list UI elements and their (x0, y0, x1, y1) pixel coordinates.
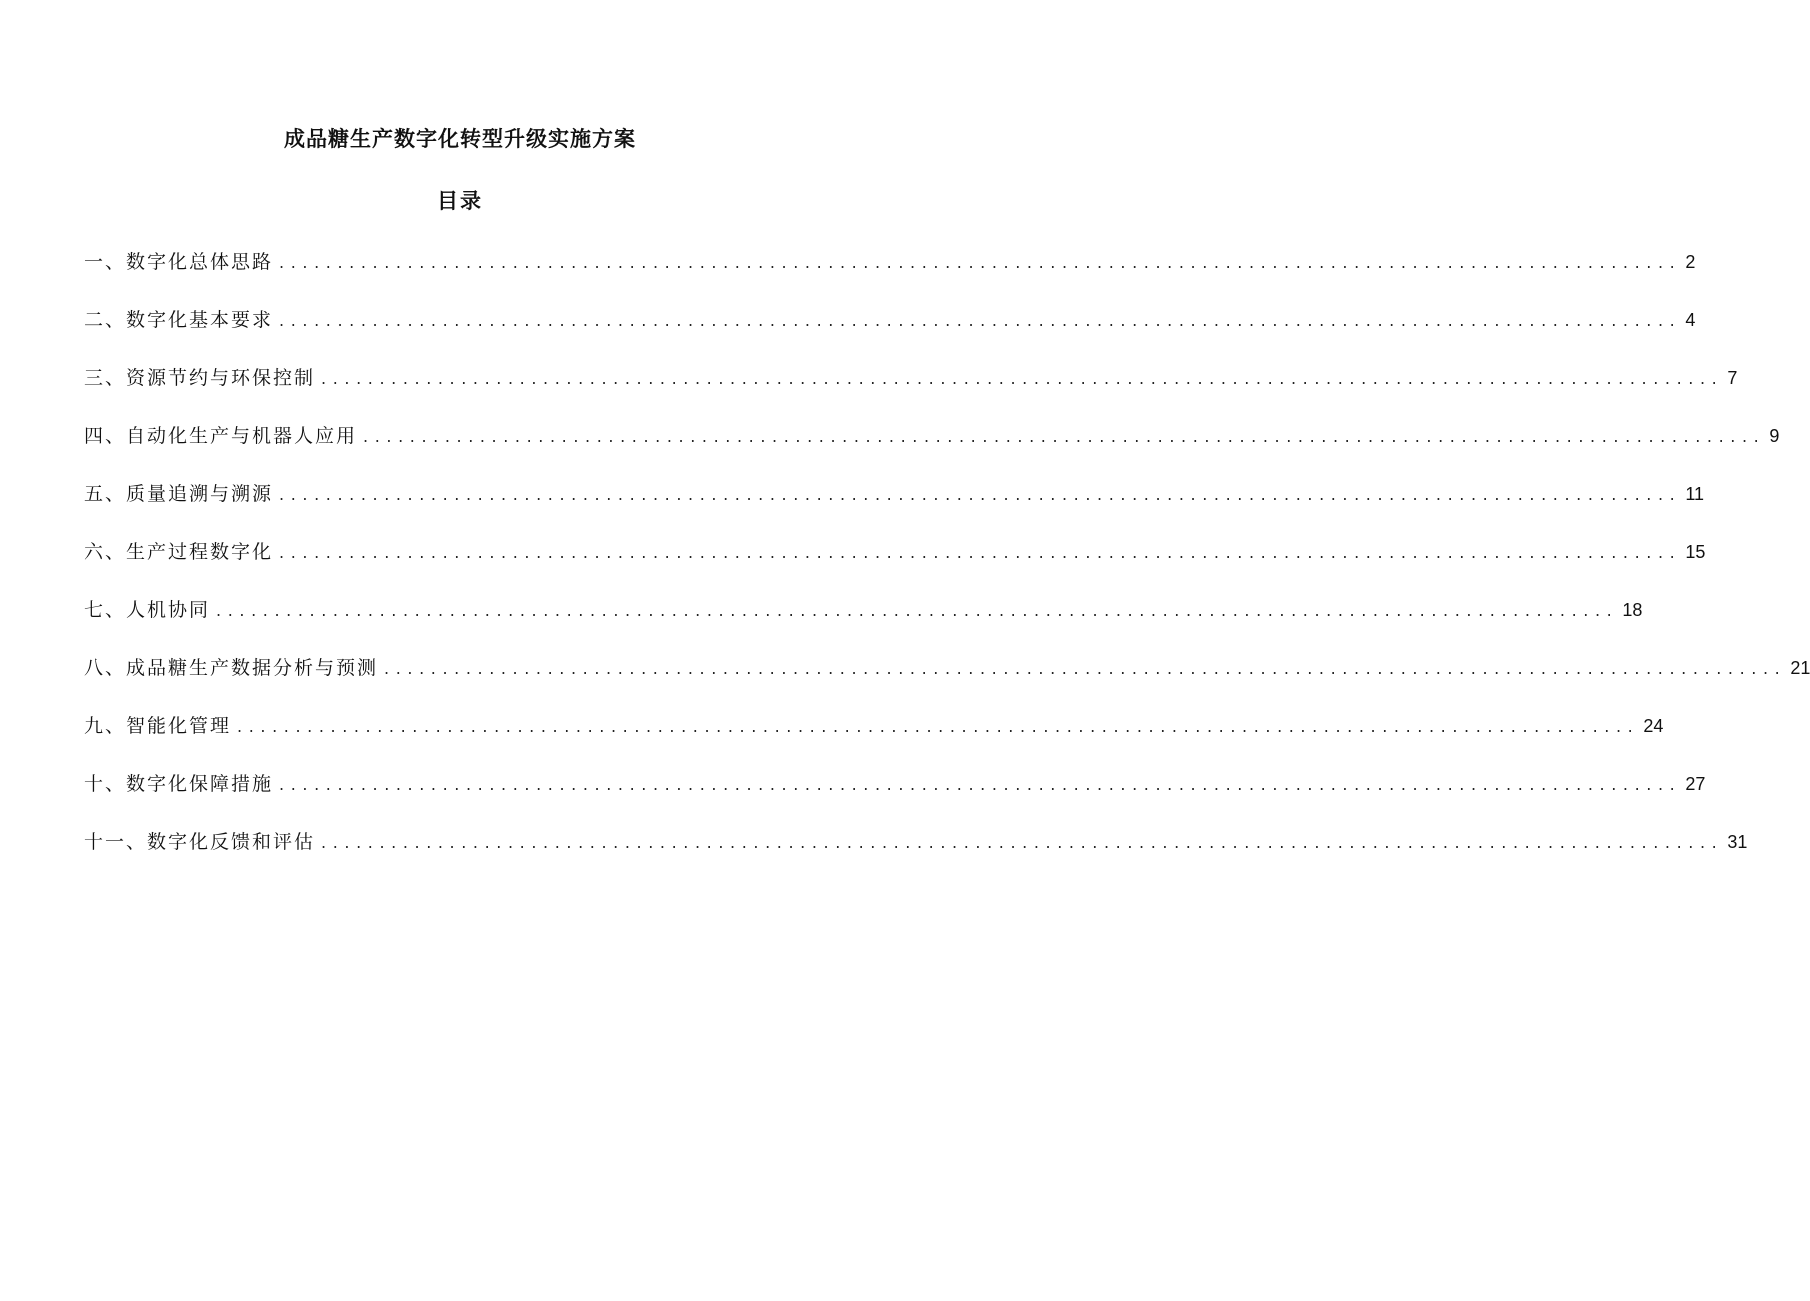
toc-entry-text: 十一、数字化反馈和评估 (84, 831, 316, 853)
toc-entry-text: 五、质量追溯与溯源 (84, 483, 274, 505)
toc-entry-text: 三、资源节约与环保控制 (84, 367, 316, 389)
toc-entry-page: 11 (1685, 484, 1705, 504)
toc-entry-page: 31 (1727, 832, 1748, 852)
toc-leader-dots: ........................................................................................................................ (279, 775, 1682, 794)
toc-entry-text: 九、智能化管理 (84, 715, 232, 737)
toc-entry-page: 2 (1685, 252, 1696, 272)
toc-leader-dots: ........................................................................................................................ (321, 833, 1724, 852)
toc-entry-page: 18 (1622, 600, 1643, 620)
toc-entry[interactable] (84, 419, 1780, 477)
toc-entry-text: 七、人机协同 (84, 599, 211, 621)
toc-entry-page: 4 (1685, 310, 1696, 330)
toc-entry-text: 四、自动化生产与机器人应用 (84, 425, 358, 447)
toc-leader-dots: ........................................................................................................................ (384, 659, 1787, 678)
toc-entry[interactable] (84, 593, 1643, 651)
toc-entry[interactable] (84, 709, 1664, 767)
toc-leader-dots: ........................................................................................................................ (363, 427, 1766, 446)
toc-entry-page: 24 (1643, 716, 1664, 736)
toc-leader-dots: ........................................................................................................................ (216, 601, 1619, 620)
toc-leader-dots: ........................................................................................................................ (279, 311, 1682, 330)
toc-entry-page: 15 (1685, 542, 1706, 562)
toc-heading: 目录 (437, 189, 483, 213)
toc-entry[interactable] (84, 535, 1706, 593)
toc-entry[interactable] (84, 245, 1696, 303)
toc-leader-dots: ........................................................................................................................ (279, 543, 1682, 562)
toc-leader-dots: ........................................................................................................................ (321, 369, 1724, 388)
toc-entry[interactable] (84, 303, 1696, 361)
toc-entry-text: 一、数字化总体思路 (84, 251, 274, 273)
toc-entry[interactable] (84, 477, 1705, 535)
toc-entry[interactable] (84, 361, 1738, 419)
toc-entry[interactable] (84, 767, 1706, 825)
toc-entry[interactable] (84, 651, 1810, 709)
toc-entry-text: 六、生产过程数字化 (84, 541, 274, 563)
table-of-contents (84, 245, 1810, 883)
toc-entry-text: 二、数字化基本要求 (84, 309, 274, 331)
toc-entry[interactable] (84, 825, 1748, 883)
toc-entry-text: 十、数字化保障措施 (84, 773, 274, 795)
toc-leader-dots: ........................................................................................................................ (279, 485, 1682, 504)
toc-entry-page: 9 (1769, 426, 1780, 446)
toc-entry-page: 27 (1685, 774, 1706, 794)
document-title: 成品糖生产数字化转型升级实施方案 (284, 127, 636, 151)
toc-leader-dots: ........................................................................................................................ (279, 253, 1682, 272)
toc-entry-text: 八、成品糖生产数据分析与预测 (84, 657, 379, 679)
toc-leader-dots: ........................................................................................................................ (237, 717, 1640, 736)
toc-entry-page: 7 (1727, 368, 1738, 388)
toc-entry-page: 21 (1790, 658, 1810, 678)
